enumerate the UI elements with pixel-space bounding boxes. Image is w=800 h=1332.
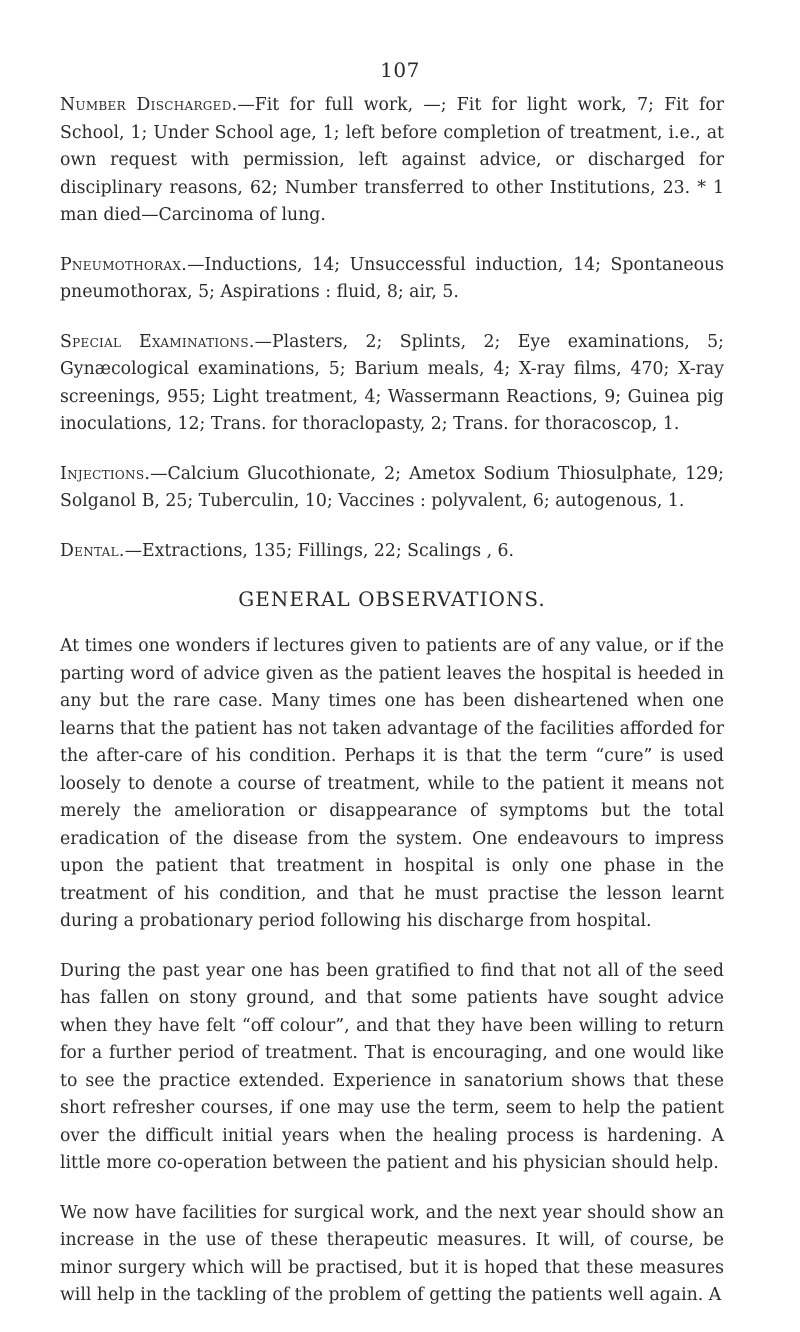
paragraph-text: —Plasters, 2; Splints, 2; Eye examinations, 5; Gynæcological examinations, 5; Barium meals, 4; X-ray films, 470; X-ray screenings, 955; Light treatment, 4; Wassermann Reactions, 9; Guinea pig inoculations, 12; Trans. for thoraclopasty, 2; Trans. for thoracoscop, 1.	[60, 331, 724, 434]
run-in-heading: Number Discharged.	[60, 95, 238, 115]
body-paragraph: We now have facilities for surgical work, and the next year should show an increase in the use of these therapeutic measures. It will, of course, be minor surgery which will be practised, but it is hoped that these measures will help in the tackling of the problem of getting the patients well again. A	[60, 1202, 724, 1305]
paragraph-special-examinations	[60, 329, 724, 439]
paragraph-dental	[60, 538, 724, 566]
paragraph-text: —Calcium Glucothionate, 2; Ametox Sodium Thiosulphate, 129; Solganol B, 25; Tuberculin, 10; Vaccines : polyvalent, 6; autogenous, 1.	[60, 463, 724, 511]
run-in-heading: Special Examinations.	[60, 331, 255, 352]
section-title: GENERAL OBSERVATIONS.	[238, 587, 546, 611]
page-number: 107	[380, 58, 420, 82]
body-paragraph: At times one wonders if lectures given to patients are of any value, or if the parting word of advice given as the patient leaves the hospital is heeded in any but the rare case. Many times one has been disheartened when one learns that the patient has not taken advantage of the facilities afforded for the after-care of his condition. Perhaps it is that the term “cure” is used loosely to denote a course of treatment, while to the patient it means not merely the amelioration or disappearance of symptoms but the total eradication of the disease from the system. One endeavours to impress upon the patient that treatment in hospital is only one phase in the treatment of his condition, and that he must practise the lesson learnt during a probationary period following his discharge from hospital.	[60, 636, 724, 931]
paragraph-pneumothorax	[60, 252, 724, 307]
paragraph-text: —Extractions, 135; Fillings, 22; Scalings , 6.	[124, 540, 515, 561]
run-in-heading: Pneumothorax.	[60, 254, 188, 275]
paragraph-text: —Fit for full work, —; Fit for light work, 7; Fit for School, 1; Under School age, 1; left before completion of treatment, i.e., at own request with permission, left against advice, or discharged for disciplinary reasons, 62; Number transferred to other Institutions, 23. * 1 man died—Carcinoma of lung.	[60, 95, 725, 225]
paragraph-text: —Inductions, 14; Unsuccessful induction, 14; Spontaneous pneumothorax, 5; Aspirations : fluid, 8; air, 5.	[60, 254, 724, 302]
paragraph-injections	[60, 461, 724, 516]
section-body	[60, 633, 724, 1310]
page-content	[60, 92, 724, 1332]
paragraph-number-discharged	[60, 92, 724, 230]
body-paragraph: During the past year one has been gratified to find that not all of the seed has fallen on stony ground, and that some patients have sought advice when they have felt “off colour”, and that they have been willing to return for a further period of treatment. That is encouraging, and one would like to see the practice extended. Experience in sanatorium shows that these short refresher courses, if one may use the term, seem to help the patient over the difficult initial years when the healing process is hardening. A little more co-operation between the patient and his physician should help.	[60, 960, 724, 1173]
run-in-heading: Injections.	[60, 463, 151, 484]
run-in-heading: Dental.	[60, 540, 125, 561]
